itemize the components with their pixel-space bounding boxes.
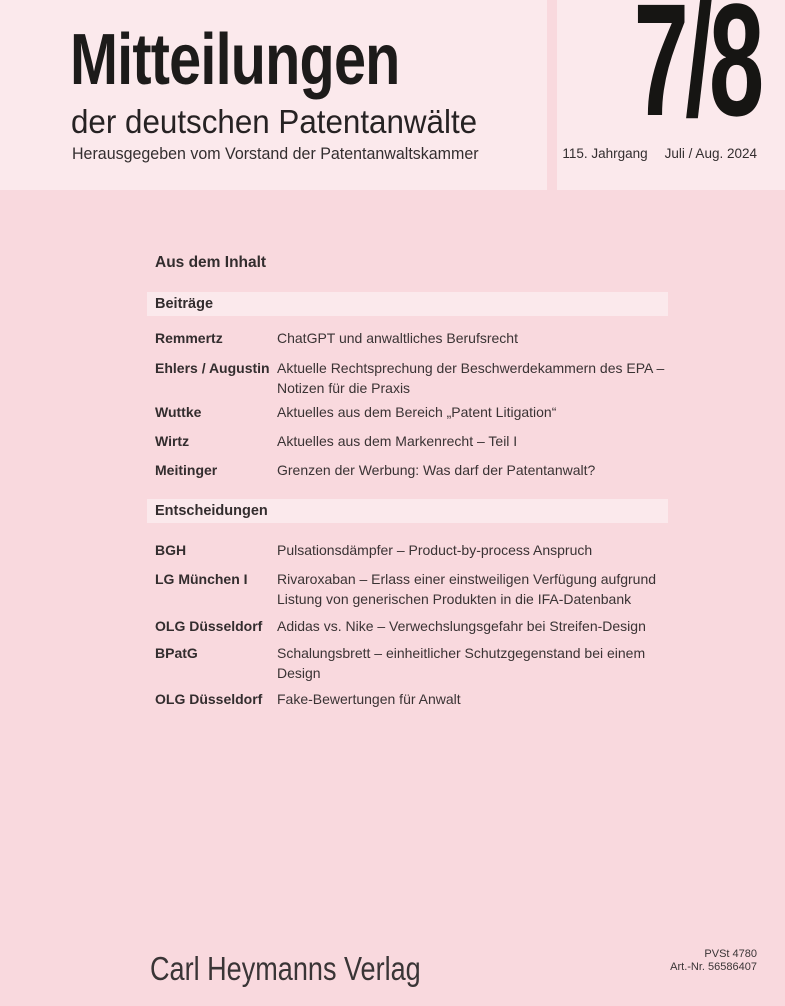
- toc-entry: [155, 402, 670, 422]
- toc-entry: [155, 569, 670, 609]
- section-band-entscheidungen: Entscheidungen: [147, 499, 668, 523]
- magazine-subtitle: der deutschen Patentanwälte: [71, 103, 478, 140]
- issue-date: Juli / Aug. 2024: [664, 146, 757, 161]
- toc-entry-title: Fake-Bewertungen für Anwalt: [277, 691, 461, 707]
- toc-entry-title: ChatGPT und anwaltliches Berufsrecht: [277, 330, 518, 346]
- toc-entry-title: Aktuelles aus dem Bereich „Patent Litigation“: [277, 404, 557, 420]
- toc-entry-title: Pulsationsdämpfer – Product-by-process Anspruch: [277, 542, 593, 558]
- issue-meta: [562, 146, 757, 161]
- toc-entry-author: Ehlers / Augustin: [155, 360, 270, 376]
- toc-entry-author: Wirtz: [155, 433, 190, 449]
- toc-entry-court: BGH: [155, 542, 187, 558]
- toc-heading: Aus dem Inhalt: [155, 254, 267, 271]
- toc-entry-author: Meitinger: [155, 462, 218, 478]
- toc-entry-title: Adidas vs. Nike – Verwechslungsgefahr bei Streifen-Design: [277, 618, 646, 634]
- volume-label: 115. Jahrgang: [562, 146, 648, 161]
- toc-entry: [155, 358, 670, 398]
- magazine-title: Mitteilungen: [70, 20, 400, 100]
- toc-entry: [155, 540, 670, 560]
- toc-entry: [155, 460, 670, 480]
- toc-entry-title: Aktuelle Rechtsprechung der Beschwerdekammern des EPA – Notizen für die Praxis: [277, 360, 665, 396]
- section-band-beitraege: Beiträge: [147, 292, 668, 316]
- toc-entry: [155, 328, 670, 348]
- masthead-divider: [547, 0, 557, 190]
- toc-entry: [155, 643, 670, 683]
- publisher-name: Carl Heymanns Verlag: [150, 950, 421, 987]
- postal-code: PVSt 4780: [704, 948, 757, 960]
- publisher-line: Herausgegeben vom Vorstand der Patentanwaltskammer: [72, 145, 479, 163]
- toc-entry: [155, 431, 670, 451]
- toc-entry-court: OLG Düsseldorf: [155, 691, 263, 707]
- toc-entry-author: Remmertz: [155, 330, 223, 346]
- toc-entry-title: Rivaroxaban – Erlass einer einstweiligen Verfügung aufgrund Listung von generischen Produkten in die IFA-Datenbank: [277, 571, 657, 607]
- toc-entry-court: BPatG: [155, 645, 198, 661]
- issue-number: 7/8: [633, 0, 760, 149]
- toc-entry-court: LG München I: [155, 571, 248, 587]
- toc-entry-court: OLG Düsseldorf: [155, 618, 263, 634]
- toc-entry: [155, 689, 670, 709]
- footer-codes: [670, 948, 757, 974]
- toc-entry: [155, 616, 670, 636]
- article-number: Art.-Nr. 56586407: [670, 961, 757, 973]
- toc-entry-title: Schalungsbrett – einheitlicher Schutzgegenstand bei einem Design: [277, 645, 646, 681]
- toc-entry-author: Wuttke: [155, 404, 202, 420]
- toc-entry-title: Grenzen der Werbung: Was darf der Patentanwalt?: [277, 462, 596, 478]
- toc-entry-title: Aktuelles aus dem Markenrecht – Teil I: [277, 433, 518, 449]
